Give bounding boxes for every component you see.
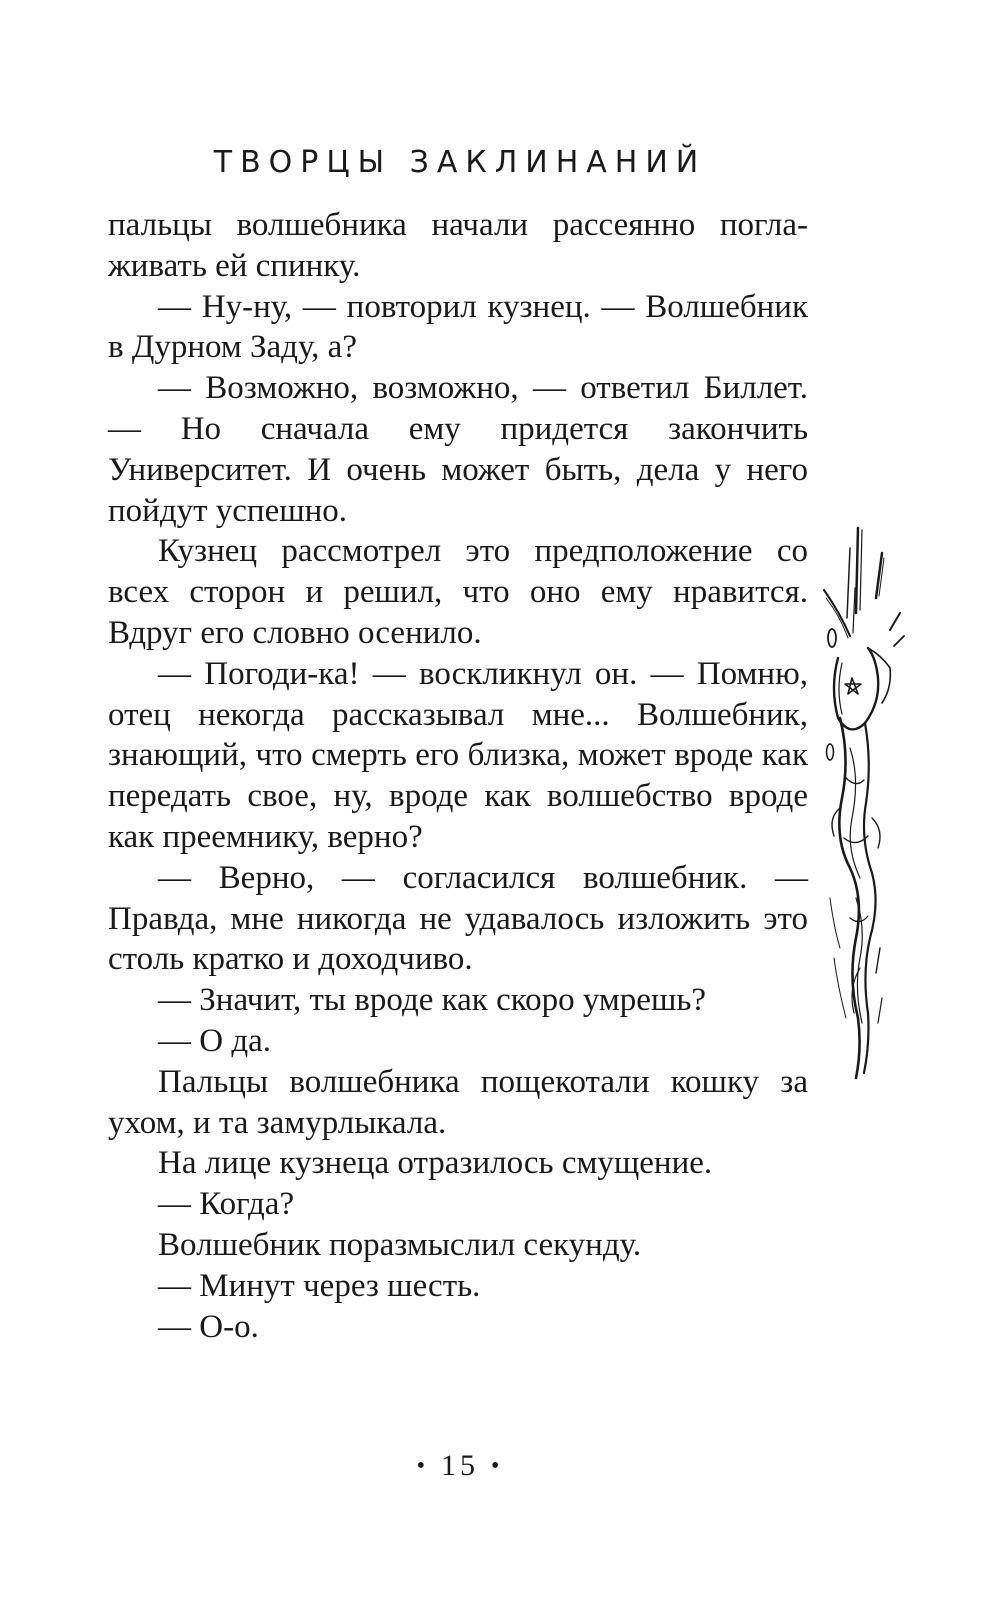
page-number (0, 1449, 920, 1483)
paragraph: — О-о. (158, 1308, 259, 1345)
paragraph: — Значит, ты вроде как скоро умрешь? (158, 982, 707, 1019)
paragraph: — Погоди-ка! — воскликнул он. — Помню, отец некогда рассказывал мне... Волшебник, знающий, что смерть его близка, может вроде как передать свое, ну, вроде как волшебство вроде как преемнику, верно? (108, 655, 808, 855)
paragraph: — Минут через шесть. (158, 1267, 481, 1304)
page-text (108, 205, 808, 1347)
paragraph: — Возможно, возможно, — ответил Биллет. — Но сначала ему придется закончить Университет. И очень может быть, дела у него пойдут успешно. (108, 370, 808, 529)
paragraph: На лице кузнеца отразилось смущение. (158, 1145, 713, 1182)
running-title: ТВОРЦЫ ЗАКЛИНАНИЙ (213, 145, 707, 180)
paragraph: — Когда? (158, 1186, 295, 1223)
bullet-right: • (491, 1453, 504, 1479)
paragraph: Кузнец рассмотрел это предположение со всех сторон и решил, что оно ему нравится. Вдруг его словно осенило. (108, 533, 808, 651)
paragraph: Волшебник поразмыслил секунду. (158, 1226, 642, 1263)
bullet-left: • (416, 1453, 429, 1479)
paragraph: — Верно, — согласился волшебник. — Правда, мне никогда не удавалось изложить это столь кратко и доходчиво. (108, 859, 808, 978)
page-number-value: 15 (441, 1449, 479, 1482)
paragraph: пальцы волшебника начали рассеянно поглаживать ей спинку. (108, 207, 808, 284)
paragraph: — О да. (158, 1022, 272, 1059)
ink-wizard-staff-figure-icon (820, 518, 950, 1088)
paragraph: — Ну-ну, — повторил кузнец. — Волшебник в Дурном Заду, а? (108, 288, 808, 366)
paragraph: Пальцы волшебника пощекотали кошку за ухом, и та замурлыкала. (108, 1063, 808, 1141)
